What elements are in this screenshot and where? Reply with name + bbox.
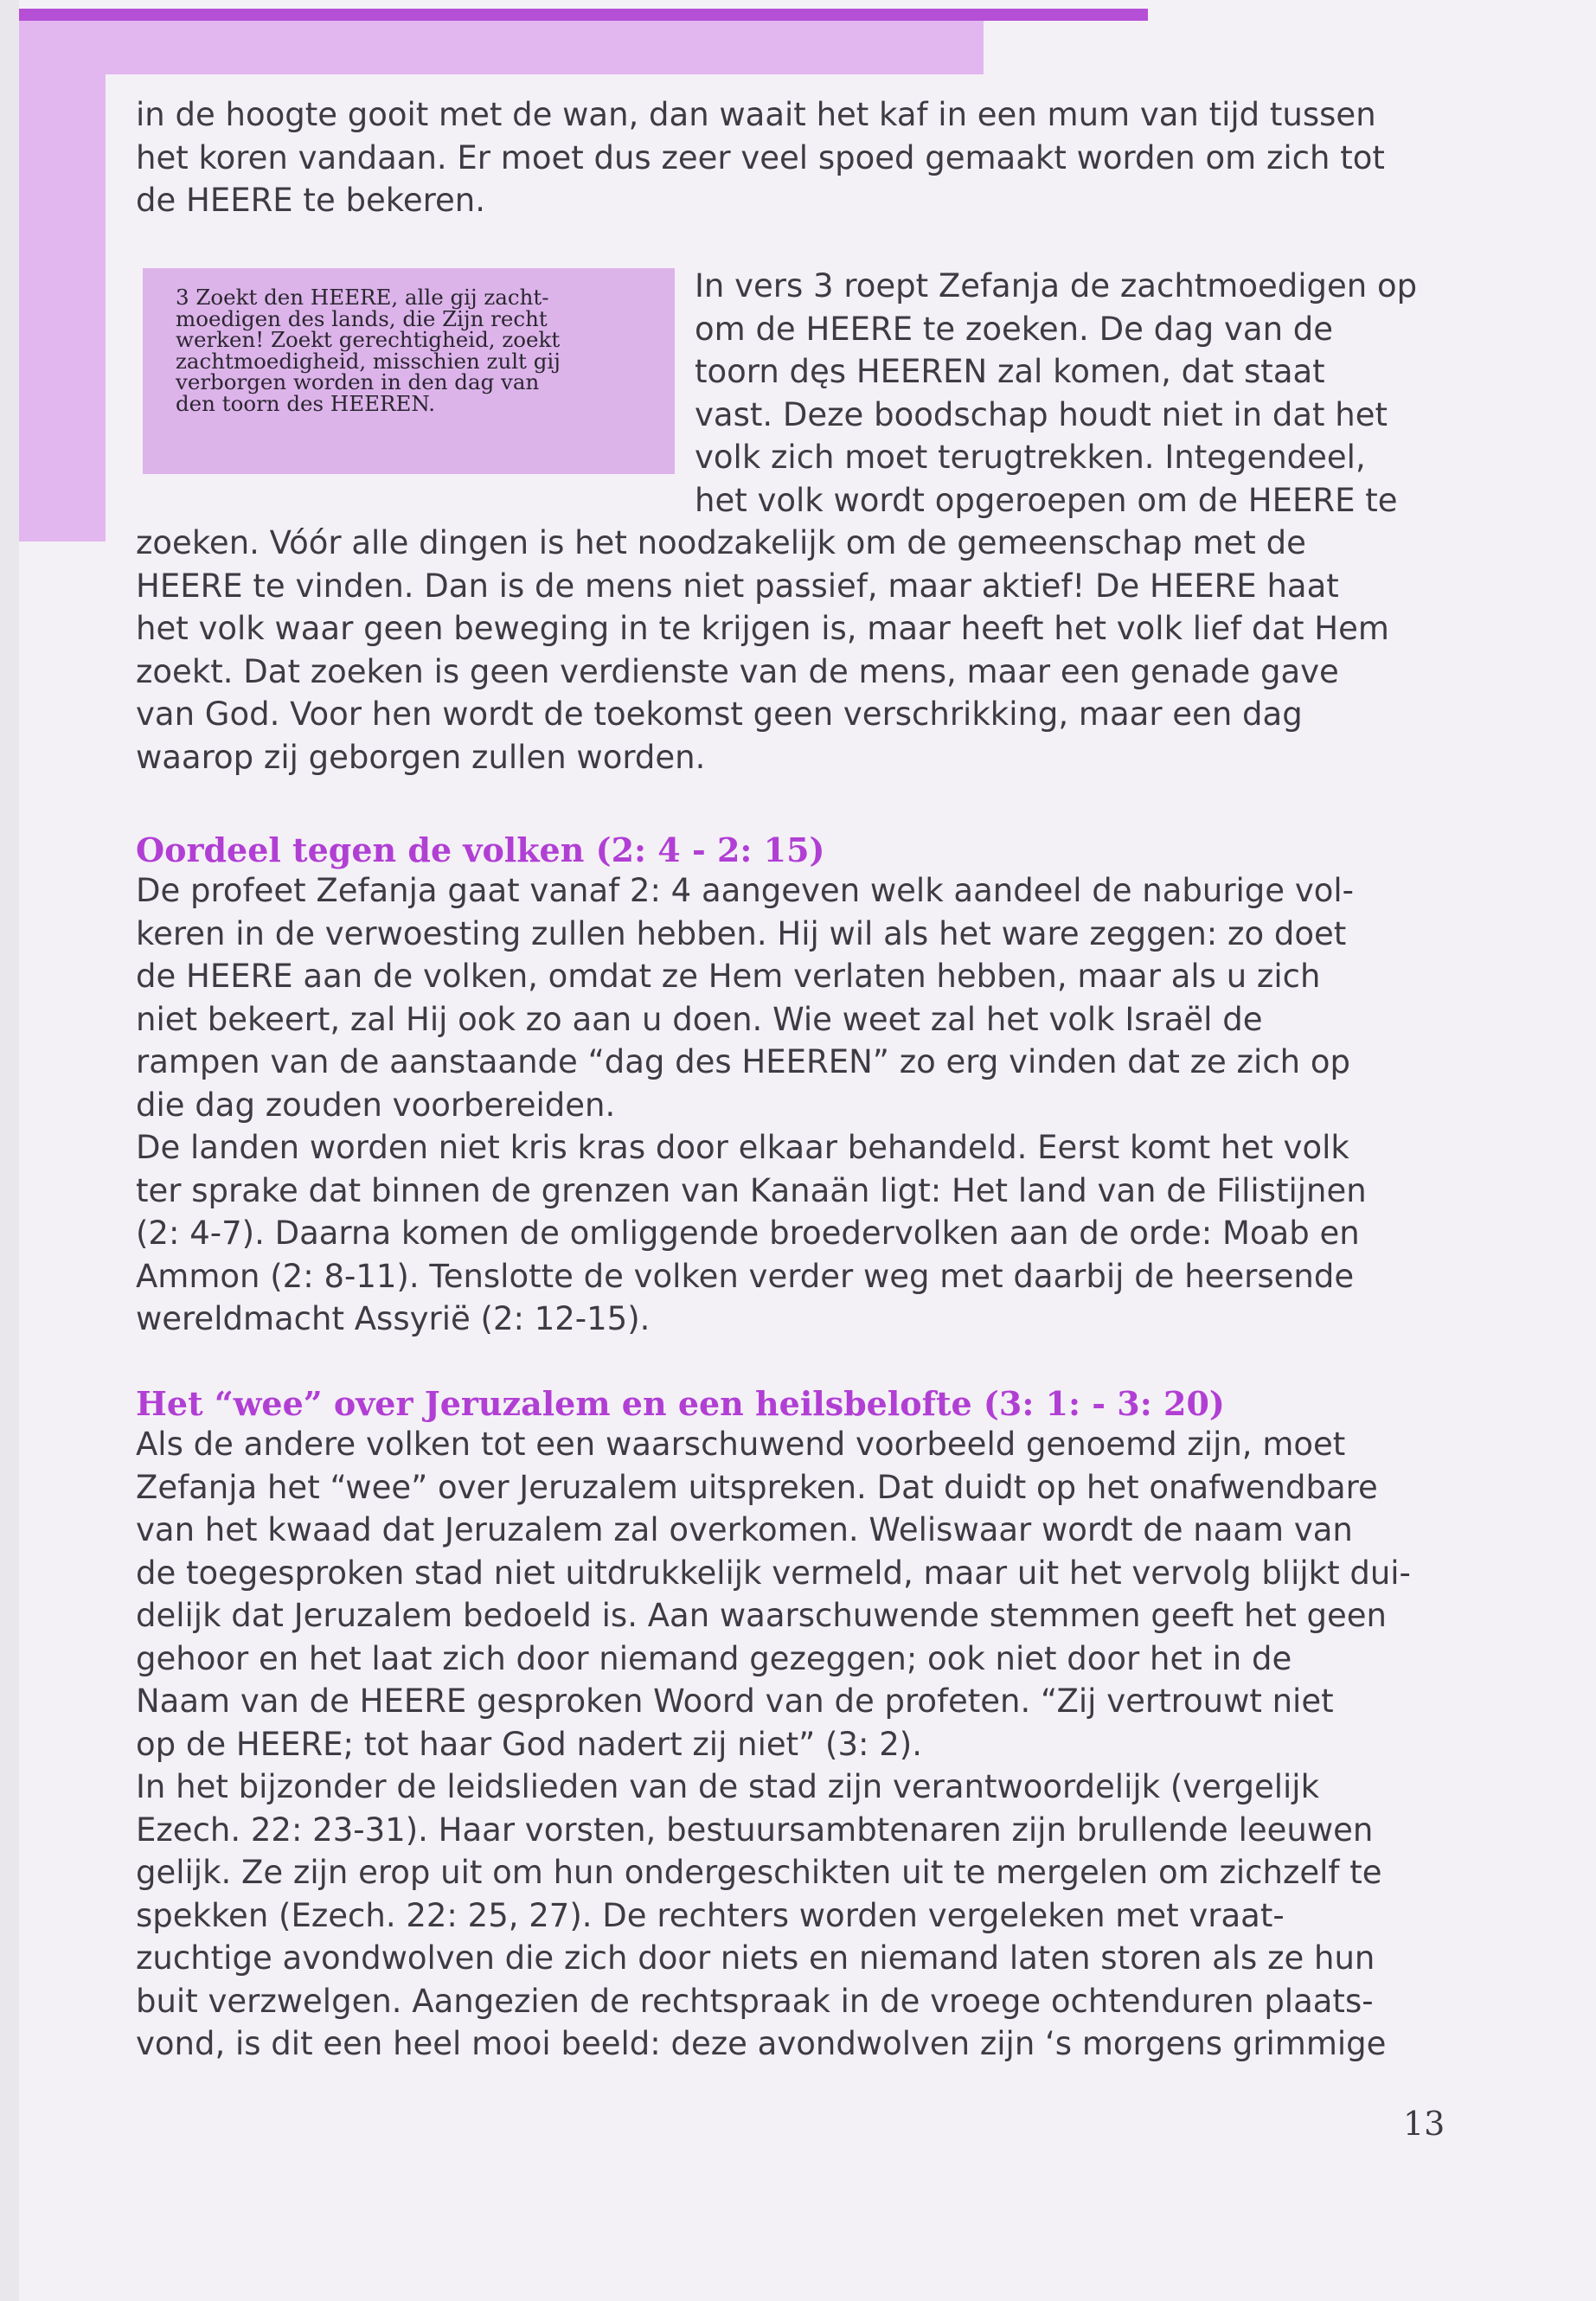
section-jerusalem-body: Als de andere volken tot een waarschuwend voorbeeld genoemd zijn, moet Zefanja het “wee” over Jeruzalem uitspreken. Dat duidt op het onafwendbare van het kwaad dat Jeruzalem zal overkomen. Weliswaar wordt de naam van de toegesproken stad niet uitdrukkelijk vermeld, maar uit het vervolg blijkt dui- delijk dat Jeruzalem bedoeld is. Aan waarschuwende stemmen geeft het geen gehoor en het laat zich door niemand gezeggen; ook niet door het in de Naam van de HEERE gesproken Woord van de profeten. “Zij vertrouwt niet op de HEERE; tot haar God nadert zij niet” (3: 2). In het bijzonder de leidslieden van de stad zijn verantwoordelijk (vergelijk Ezech. 22: 23-31). Haar vorsten, bestuursambtenaren zijn brullende leeuwen gelijk. Ze zijn erop uit om hun ondergeschikten uit te mergelen om zichzelf te spekken (Ezech. 22: 25, 27). De rechters worden vergeleken met vraat- zuchtige avondwolven die zich door niets en niemand laten storen als ze hun buit verzwelgen. Aangezien de rechtspraak in de vroege ochtenduren plaats- vond, is dit een heel mooi beeld: deze avondwolven zijn ‘s morgens grimmige: [136, 1426, 1411, 2062]
page-number: 13: [1403, 2105, 1445, 2143]
verse-commentary-continuation: zoeken. Vóór alle dingen is het noodzakelijk om de gemeenschap met de HEERE te vinden. Dan is de mens niet passief, maar aktief! De HEERE haat het volk waar geen beweging in te krijgen is, maar heeft het volk lief dat Hem zoekt. Dat zoeken is geen verdienste van de mens, maar een genade gave van God. Voor hen wordt de toekomst geen verschrikking, maar een dag waarop zij geborgen zullen worden.: [136, 524, 1389, 776]
side-decorative-band: [19, 74, 106, 542]
section-heading-judgment: Oordeel tegen de volken (2: 4 - 2: 15): [136, 830, 825, 869]
section-judgment-body: De profeet Zefanja gaat vanaf 2: 4 aangeven welk aandeel de naburige vol- keren in de verwoesting zullen hebben. Hij wil als het ware zeggen: zo doet de HEERE aan de volken, omdat ze Hem verlaten hebben, maar als u zich niet bekeert, zal Hij ook zo aan u doen. Wie weet zal het volk Israël de rampen van de aanstaande “dag des HEEREN” zo erg vinden dat ze zich op die dag zouden voorbereiden. De landen worden niet kris kras door elkaar behandeld. Eerst komt het volk ter sprake dat binnen de grenzen van Kanaän ligt: Het land van de Filistijnen (2: 4-7). Daarna komen de omliggende broedervolken aan de orde: Moab en Ammon (2: 8-11). Tenslotte de volken verder weg met daarbij de heersende wereldmacht Assyrië (2: 12-15).: [136, 872, 1367, 1337]
intro-paragraph: in de hoogte gooit met de wan, dan waait het kaf in een mum van tijd tussen het koren vandaan. Er moet dus zeer veel spoed gemaakt worden om zich tot de HEERE te bekeren.: [136, 96, 1385, 219]
page-edge: [0, 0, 19, 2301]
verse-commentary-paragraph: In vers 3 roept Zefanja de zachtmoedigen op om de HEERE te zoeken. De dag van de toorn dęs HEEREN zal komen, dat staat vast. Deze boodschap houdt niet in dat het volk zich moet terugtrekken. Integendeel, het volk wordt opgeroepen om de HEERE te: [695, 267, 1418, 519]
top-decorative-band: [19, 21, 984, 74]
section-heading-jerusalem: Het “wee” over Jeruzalem en een heilsbelofte (3: 1: - 3: 20): [136, 1384, 1225, 1423]
top-accent-bar: [19, 9, 1148, 21]
scripture-quote-box: 3 Zoekt den HEERE, alle gij zacht- moedigen des lands, die Zijn recht werken! Zoekt gerechtigheid, zoekt zachtmoedigheid, misschien zult gij verborgen worden in den dag van den toorn des HEEREN.: [143, 268, 675, 474]
